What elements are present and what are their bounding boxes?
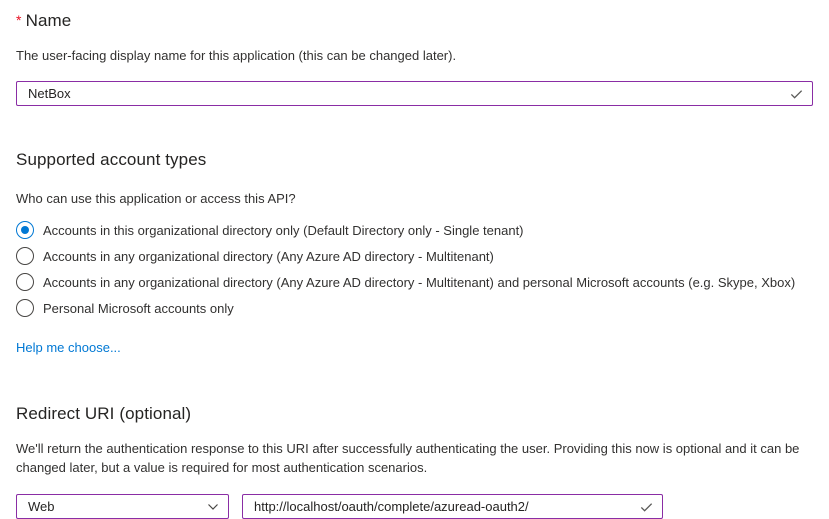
name-input-wrap [16,81,813,106]
radio-option-multitenant-personal[interactable] [16,269,813,295]
redirect-uri-description: We'll return the authentication response to this URI after successfully authenticating the user. Providing this now is optional and it can be changed later, but a value is required for most authentication scenarios. [16,441,800,475]
radio-button-icon[interactable] [16,299,34,317]
name-description: The user-facing display name for this application (this can be changed later). [16,48,457,63]
redirect-uri-input[interactable] [242,494,663,519]
name-section [16,11,813,106]
account-type-radio-group [16,217,813,321]
account-types-section [16,150,813,357]
platform-selected-value: Web [28,499,55,514]
checkmark-icon [789,86,804,101]
radio-option-label: Accounts in any organizational directory (Any Azure AD directory - Multitenant) [43,248,494,264]
account-types-question: Who can use this application or access this API? [16,191,296,206]
help-me-choose-link[interactable]: Help me choose... [16,340,121,355]
radio-option-label: Personal Microsoft accounts only [43,300,234,316]
checkmark-icon [639,499,654,514]
redirect-uri-section [16,404,813,519]
radio-option-single-tenant[interactable] [16,217,813,243]
name-section-heading [16,11,813,31]
radio-button-icon[interactable] [16,221,34,239]
required-asterisk: * [16,12,22,28]
redirect-uri-row [16,494,813,519]
account-types-heading: Supported account types [16,150,207,169]
radio-button-icon[interactable] [16,273,34,291]
redirect-uri-input-wrap [242,494,663,519]
platform-select-dropdown[interactable] [16,494,229,519]
chevron-down-icon [207,501,219,513]
radio-option-personal-only[interactable] [16,295,813,321]
name-label: Name [25,11,72,30]
radio-option-label: Accounts in any organizational directory (Any Azure AD directory - Multitenant) and personal Microsoft accounts (e.g. Skype, Xbox) [43,274,796,290]
radio-option-multitenant[interactable] [16,243,813,269]
radio-button-icon[interactable] [16,247,34,265]
radio-option-label: Accounts in this organizational directory only (Default Directory only - Single tenant) [43,222,524,238]
redirect-uri-heading: Redirect URI (optional) [16,404,192,423]
name-input[interactable] [16,81,813,106]
